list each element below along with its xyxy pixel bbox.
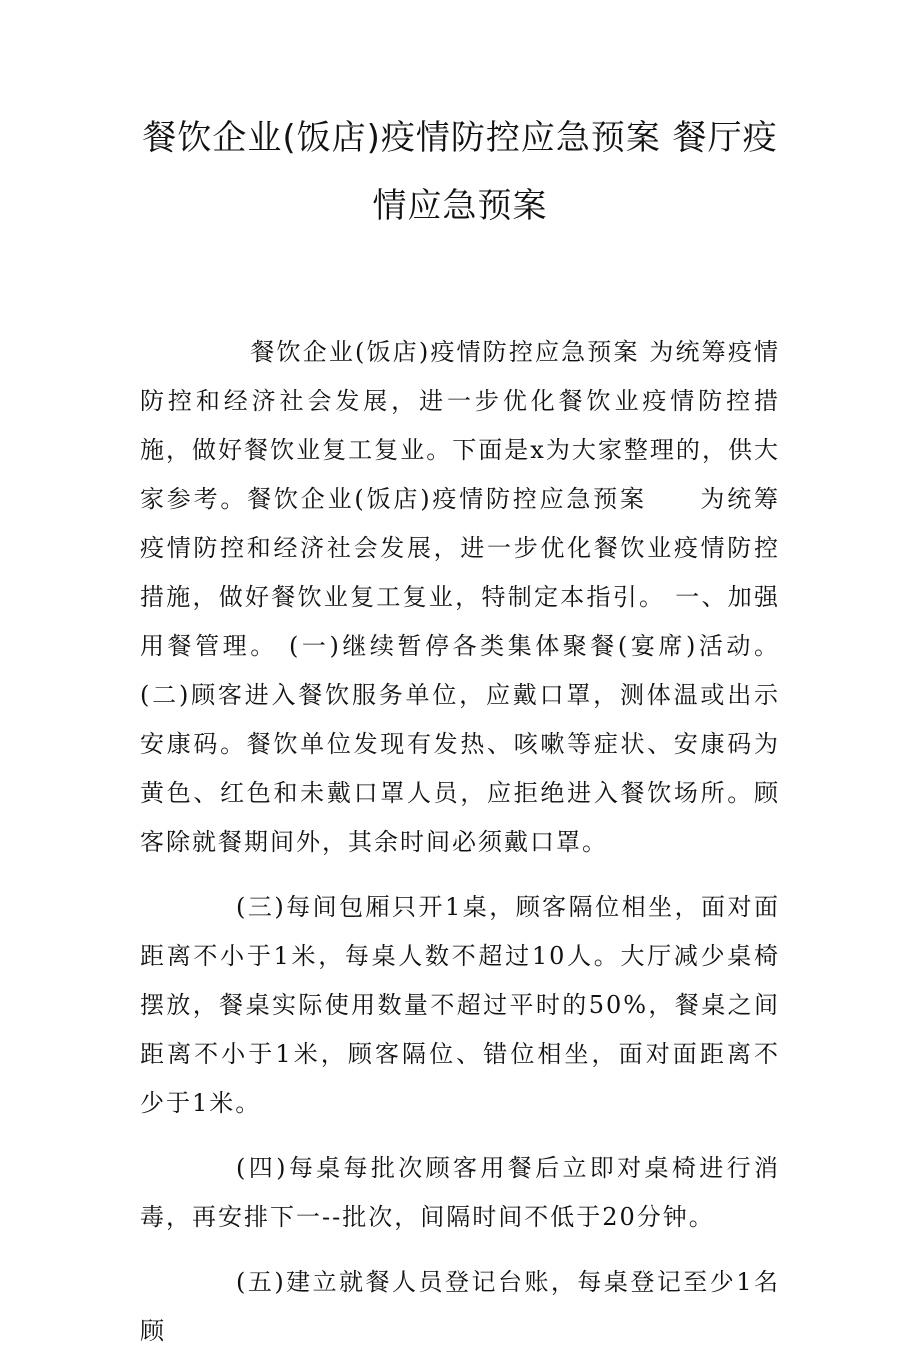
paragraph-3: (四)每桌每批次顾客用餐后立即对桌椅进行消毒，再安排下一--批次，间隔时间不低于20分钟。 xyxy=(140,1154,780,1231)
paragraph-1: 餐饮企业(饭店)疫情防控应急预案 为统筹疫情防控和经济社会发展，进一步优化餐饮业疫情防控措施，做好餐饮业复工复业。下面是x为大家整理的，供大家参考。餐饮企业(饭店)疫情防控应急预案 为统筹疫情防控和经济社会发展，进一步优化餐饮业疫情防控措施，做好餐饮业复工复业，特制定本指引。 一、加强用餐管理。 (一)继续暂停各类集体聚餐(宴席)活动。 (二)顾客进入餐饮服务单位，应戴口罩，测体温或出示安康码。餐饮单位发现有发热、咳嗽等症状、安康码为黄色、红色和未戴口罩人员，应拒绝进入餐饮场所。顾客除就餐期间外，其余时间必须戴口罩。 xyxy=(140,338,780,856)
document-title: 餐饮企业(饭店)疫情防控应急预案 餐厅疫情应急预案 xyxy=(142,118,778,226)
paragraph-2: (三)每间包厢只开1桌，顾客隔位相坐，面对面距离不小于1米，每桌人数不超过10人。大厅减少桌椅摆放，餐桌实际使用数量不超过平时的50%，餐桌之间距离不小于1米，顾客隔位、错位相坐，面对面距离不少于1米。 xyxy=(140,893,780,1117)
paragraph-4: (五)建立就餐人员登记台账，每桌登记至少1名顾 xyxy=(140,1268,780,1345)
document-body xyxy=(140,328,780,1356)
